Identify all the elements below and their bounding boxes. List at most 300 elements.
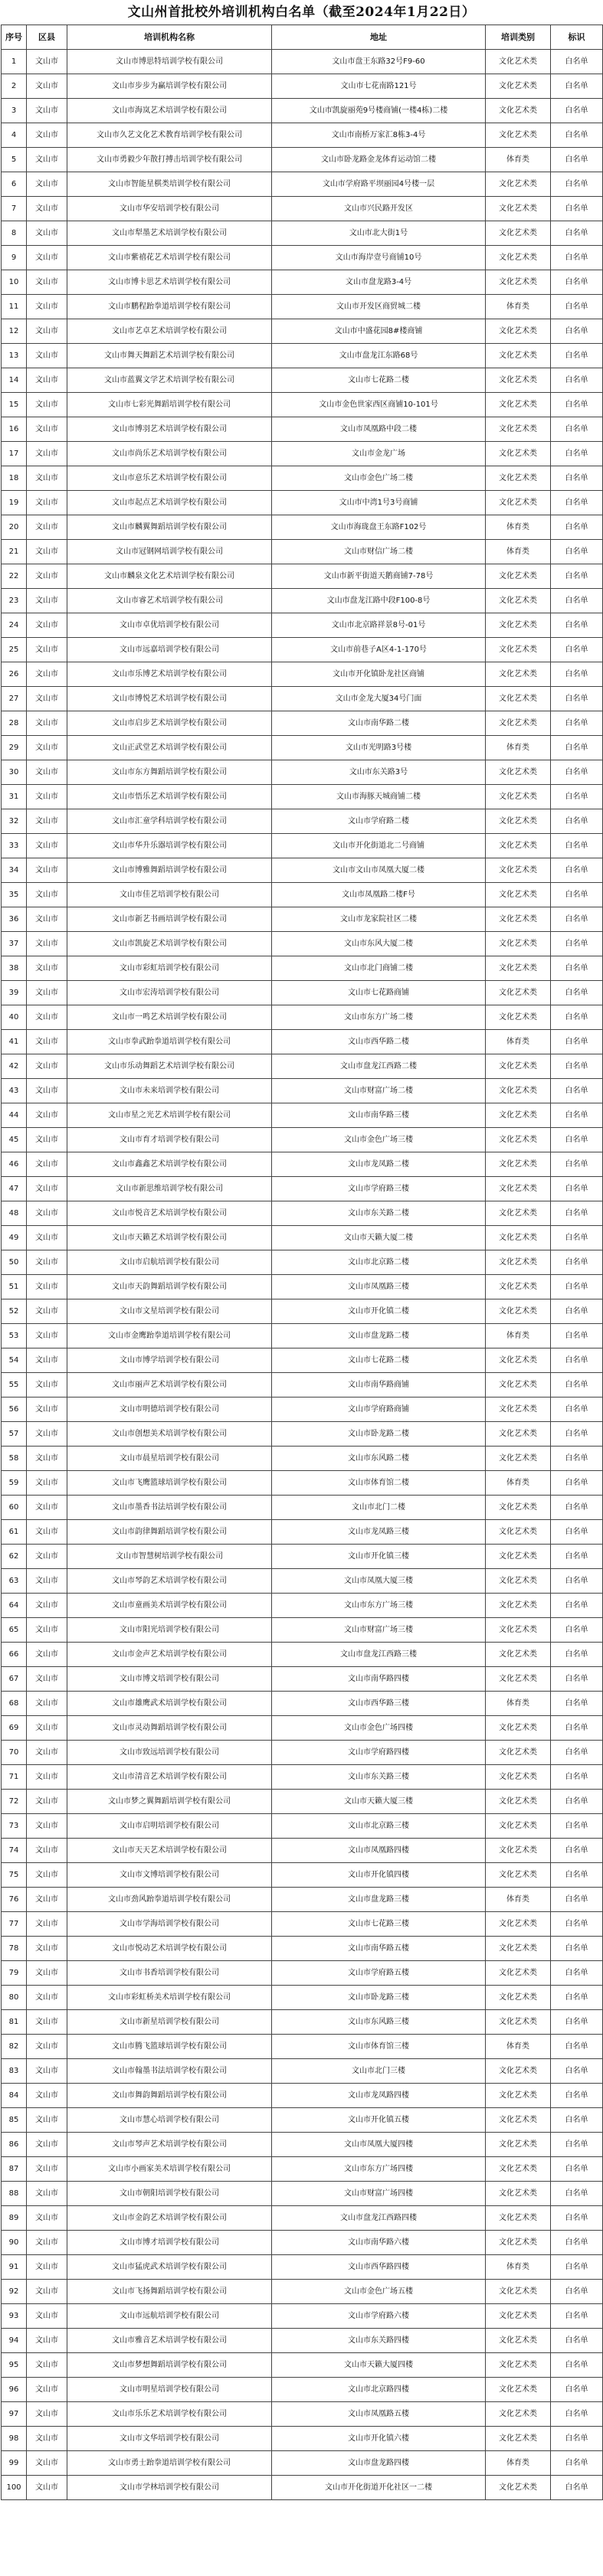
cell-address: 文山市凤凰大厦四楼 <box>272 2133 486 2157</box>
table-row <box>2 2402 603 2427</box>
cell-tag: 白名单 <box>551 2255 603 2280</box>
cell-institution-name: 文山市艺卓艺术培训学校有限公司 <box>67 319 272 344</box>
cell-district: 文山市 <box>27 2035 67 2059</box>
cell-category: 文化艺术类 <box>486 1226 551 1250</box>
cell-tag: 白名单 <box>551 270 603 295</box>
cell-category: 文化艺术类 <box>486 2353 551 2378</box>
table-row <box>2 662 603 687</box>
cell-category: 文化艺术类 <box>486 2329 551 2353</box>
cell-category: 体育类 <box>486 148 551 172</box>
cell-category: 文化艺术类 <box>486 270 551 295</box>
cell-institution-name: 文山市晨星培训学校有限公司 <box>67 1447 272 1471</box>
cell-institution-name: 文山市慧心培训学校有限公司 <box>67 2108 272 2133</box>
cell-tag: 白名单 <box>551 809 603 834</box>
cell-address: 文山市开化街道开化社区一二楼 <box>272 2476 486 2500</box>
cell-index: 26 <box>2 662 27 687</box>
cell-index: 4 <box>2 123 27 148</box>
cell-index: 11 <box>2 295 27 319</box>
cell-index: 97 <box>2 2402 27 2427</box>
cell-category: 文化艺术类 <box>486 1716 551 1741</box>
cell-address: 文山市开化镇四楼 <box>272 1863 486 1888</box>
cell-institution-name: 文山市东方舞蹈培训学校有限公司 <box>67 760 272 785</box>
cell-tag: 白名单 <box>551 1201 603 1226</box>
table-row <box>2 1030 603 1054</box>
cell-address: 文山市金色广场三楼 <box>272 1128 486 1152</box>
cell-index: 88 <box>2 2182 27 2206</box>
cell-address: 文山市凤凰路二楼F号 <box>272 883 486 907</box>
cell-tag: 白名单 <box>551 613 603 638</box>
cell-index: 54 <box>2 1348 27 1373</box>
cell-address: 文山市天籁大厦四楼 <box>272 2353 486 2378</box>
table-row <box>2 270 603 295</box>
table-row <box>2 1496 603 1520</box>
cell-address: 文山市开化镇卧龙社区商铺 <box>272 662 486 687</box>
table-row <box>2 2059 603 2084</box>
cell-tag: 白名单 <box>551 1054 603 1079</box>
cell-index: 8 <box>2 221 27 246</box>
table-row <box>2 491 603 515</box>
cell-address: 文山市海珑盘王东路F102号 <box>272 515 486 540</box>
cell-index: 46 <box>2 1152 27 1177</box>
cell-category: 文化艺术类 <box>486 907 551 932</box>
cell-address: 文山市南桥万家汇8栋3-4号 <box>272 123 486 148</box>
cell-district: 文山市 <box>27 295 67 319</box>
cell-institution-name: 文山市悟乐艺术培训学校有限公司 <box>67 785 272 809</box>
cell-district: 文山市 <box>27 981 67 1005</box>
cell-tag: 白名单 <box>551 1177 603 1201</box>
cell-address: 文山市光明路3号楼 <box>272 736 486 760</box>
cell-district: 文山市 <box>27 2378 67 2402</box>
cell-institution-name: 文山市致远培训学校有限公司 <box>67 1741 272 1765</box>
cell-tag: 白名单 <box>551 1103 603 1128</box>
cell-address: 文山市北京路祥景8号-01号 <box>272 613 486 638</box>
cell-tag: 白名单 <box>551 393 603 417</box>
cell-category: 体育类 <box>486 1888 551 1912</box>
cell-tag: 白名单 <box>551 2206 603 2231</box>
cell-district: 文山市 <box>27 858 67 883</box>
cell-institution-name: 文山市华安培训学校有限公司 <box>67 197 272 221</box>
cell-index: 16 <box>2 417 27 442</box>
cell-institution-name: 文山市鹏程跆拳道培训学校有限公司 <box>67 295 272 319</box>
cell-district: 文山市 <box>27 123 67 148</box>
cell-address: 文山市东方广场三楼 <box>272 1594 486 1618</box>
cell-institution-name: 文山市紫禧花艺术培训学校有限公司 <box>67 246 272 270</box>
cell-district: 文山市 <box>27 368 67 393</box>
table-row <box>2 1054 603 1079</box>
cell-category: 文化艺术类 <box>486 1814 551 1839</box>
cell-category: 文化艺术类 <box>486 1250 551 1275</box>
table-row <box>2 172 603 197</box>
cell-institution-name: 文山市彩虹培训学校有限公司 <box>67 956 272 981</box>
cell-index: 24 <box>2 613 27 638</box>
cell-address: 文山市北京路二楼 <box>272 1250 486 1275</box>
table-row <box>2 515 603 540</box>
table-row <box>2 2133 603 2157</box>
cell-category: 体育类 <box>486 1471 551 1496</box>
column-header-index: 序号 <box>2 25 27 50</box>
cell-category: 文化艺术类 <box>486 981 551 1005</box>
cell-institution-name: 文山市勇毅少年散打搏击培训学校有限公司 <box>67 148 272 172</box>
cell-index: 56 <box>2 1398 27 1422</box>
cell-district: 文山市 <box>27 2329 67 2353</box>
cell-institution-name: 文山市飞扬舞蹈培训学校有限公司 <box>67 2280 272 2304</box>
cell-tag: 白名单 <box>551 1790 603 1814</box>
cell-address: 文山市开化街道北二号商铺 <box>272 834 486 858</box>
cell-index: 72 <box>2 1790 27 1814</box>
cell-district: 文山市 <box>27 148 67 172</box>
cell-district: 文山市 <box>27 589 67 613</box>
cell-index: 25 <box>2 638 27 662</box>
cell-tag: 白名单 <box>551 589 603 613</box>
cell-address: 文山市盘龙路3-4号 <box>272 270 486 295</box>
cell-category: 文化艺术类 <box>486 2402 551 2427</box>
cell-address: 文山市东方广场四楼 <box>272 2157 486 2182</box>
cell-tag: 白名单 <box>551 2378 603 2402</box>
cell-index: 34 <box>2 858 27 883</box>
cell-tag: 白名单 <box>551 1275 603 1299</box>
cell-address: 文山市学府路平坝丽园4号楼一层 <box>272 172 486 197</box>
cell-category: 文化艺术类 <box>486 172 551 197</box>
table-row <box>2 1741 603 1765</box>
cell-tag: 白名单 <box>551 858 603 883</box>
cell-address: 文山市北京路三楼 <box>272 1814 486 1839</box>
cell-category: 文化艺术类 <box>486 662 551 687</box>
cell-category: 文化艺术类 <box>486 2084 551 2108</box>
cell-index: 51 <box>2 1275 27 1299</box>
table-row <box>2 197 603 221</box>
cell-address: 文山市盘龙路四楼 <box>272 2451 486 2476</box>
cell-address: 文山市财富广场三楼 <box>272 1618 486 1643</box>
cell-district: 文山市 <box>27 2231 67 2255</box>
table-row <box>2 1961 603 1986</box>
cell-district: 文山市 <box>27 1152 67 1177</box>
table-row <box>2 2378 603 2402</box>
cell-tag: 白名单 <box>551 2280 603 2304</box>
table-row <box>2 123 603 148</box>
cell-tag: 白名单 <box>551 662 603 687</box>
cell-category: 文化艺术类 <box>486 1594 551 1618</box>
table-row <box>2 540 603 564</box>
table-row <box>2 2157 603 2182</box>
cell-district: 文山市 <box>27 2206 67 2231</box>
cell-category: 文化艺术类 <box>486 2206 551 2231</box>
table-row <box>2 2084 603 2108</box>
cell-tag: 白名单 <box>551 956 603 981</box>
cell-address: 文山市学府路四楼 <box>272 1741 486 1765</box>
table-row <box>2 1005 603 1030</box>
cell-index: 79 <box>2 1961 27 1986</box>
cell-category: 文化艺术类 <box>486 1422 551 1447</box>
cell-district: 文山市 <box>27 613 67 638</box>
cell-institution-name: 文山市丽声艺术培训学校有限公司 <box>67 1373 272 1398</box>
cell-category: 文化艺术类 <box>486 1177 551 1201</box>
cell-tag: 白名单 <box>551 1839 603 1863</box>
cell-address: 文山市盘龙路三楼 <box>272 1888 486 1912</box>
table-row <box>2 932 603 956</box>
cell-district: 文山市 <box>27 2255 67 2280</box>
cell-institution-name: 文山市书香培训学校有限公司 <box>67 1961 272 1986</box>
table-row <box>2 1888 603 1912</box>
cell-district: 文山市 <box>27 50 67 74</box>
cell-institution-name: 文山市琴声艺术培训学校有限公司 <box>67 2133 272 2157</box>
cell-district: 文山市 <box>27 1348 67 1373</box>
cell-institution-name: 文山市韵律舞蹈培训学校有限公司 <box>67 1520 272 1545</box>
cell-tag: 白名单 <box>551 736 603 760</box>
cell-address: 文山市中盛花园8#楼商铺 <box>272 319 486 344</box>
cell-category: 文化艺术类 <box>486 2378 551 2402</box>
cell-index: 7 <box>2 197 27 221</box>
cell-address: 文山市东方广场二楼 <box>272 1005 486 1030</box>
cell-category: 文化艺术类 <box>486 1348 551 1373</box>
cell-tag: 白名单 <box>551 1030 603 1054</box>
cell-category: 文化艺术类 <box>486 393 551 417</box>
table-row <box>2 1348 603 1373</box>
cell-address: 文山市凤凰路五楼 <box>272 2402 486 2427</box>
cell-district: 文山市 <box>27 1790 67 1814</box>
table-row <box>2 613 603 638</box>
cell-district: 文山市 <box>27 1250 67 1275</box>
cell-district: 文山市 <box>27 1863 67 1888</box>
cell-category: 文化艺术类 <box>486 1741 551 1765</box>
cell-category: 体育类 <box>486 1324 551 1348</box>
cell-category: 文化艺术类 <box>486 2133 551 2157</box>
cell-institution-name: 文山市启航培训学校有限公司 <box>67 1250 272 1275</box>
table-row <box>2 834 603 858</box>
cell-district: 文山市 <box>27 417 67 442</box>
table-row <box>2 1152 603 1177</box>
cell-category: 文化艺术类 <box>486 1496 551 1520</box>
cell-category: 文化艺术类 <box>486 1201 551 1226</box>
cell-institution-name: 文山市智能星棋类培训学校有限公司 <box>67 172 272 197</box>
cell-institution-name: 文山市海岚艺术培训学校有限公司 <box>67 99 272 123</box>
cell-institution-name: 文山市华升乐器培训学校有限公司 <box>67 834 272 858</box>
cell-tag: 白名单 <box>551 1814 603 1839</box>
cell-index: 1 <box>2 50 27 74</box>
cell-address: 文山市财富广场二楼 <box>272 1079 486 1103</box>
cell-category: 文化艺术类 <box>486 1520 551 1545</box>
cell-tag: 白名单 <box>551 2402 603 2427</box>
table-row <box>2 1398 603 1422</box>
cell-category: 文化艺术类 <box>486 1128 551 1152</box>
table-row <box>2 1594 603 1618</box>
table-row <box>2 1250 603 1275</box>
cell-index: 63 <box>2 1569 27 1594</box>
cell-index: 29 <box>2 736 27 760</box>
cell-address: 文山市盘王东路32号F9-60 <box>272 50 486 74</box>
cell-index: 40 <box>2 1005 27 1030</box>
cell-category: 体育类 <box>486 2255 551 2280</box>
cell-index: 59 <box>2 1471 27 1496</box>
cell-address: 文山市学府路二楼 <box>272 809 486 834</box>
cell-category: 体育类 <box>486 2451 551 2476</box>
cell-category: 文化艺术类 <box>486 2108 551 2133</box>
cell-institution-name: 文山市凯旋艺术培训学校有限公司 <box>67 932 272 956</box>
cell-address: 文山市体育馆二楼 <box>272 1471 486 1496</box>
cell-index: 90 <box>2 2231 27 2255</box>
cell-institution-name: 文山市小画家美术培训学校有限公司 <box>67 2157 272 2182</box>
cell-district: 文山市 <box>27 1496 67 1520</box>
cell-category: 文化艺术类 <box>486 1079 551 1103</box>
cell-index: 77 <box>2 1912 27 1937</box>
cell-tag: 白名单 <box>551 1128 603 1152</box>
cell-address: 文山市盘龙江西路三楼 <box>272 1643 486 1667</box>
cell-tag: 白名单 <box>551 932 603 956</box>
cell-category: 体育类 <box>486 295 551 319</box>
cell-address: 文山市卧龙路三楼 <box>272 1986 486 2010</box>
cell-category: 文化艺术类 <box>486 613 551 638</box>
table-row <box>2 295 603 319</box>
cell-address: 文山市海豚天城商铺二楼 <box>272 785 486 809</box>
cell-district: 文山市 <box>27 564 67 589</box>
cell-tag: 白名单 <box>551 515 603 540</box>
cell-index: 35 <box>2 883 27 907</box>
table-row <box>2 1814 603 1839</box>
table-row <box>2 1765 603 1790</box>
cell-institution-name: 文山市博悦艺术培训学校有限公司 <box>67 687 272 711</box>
cell-category: 文化艺术类 <box>486 417 551 442</box>
cell-category: 体育类 <box>486 2035 551 2059</box>
cell-tag: 白名单 <box>551 1348 603 1373</box>
cell-category: 体育类 <box>486 1692 551 1716</box>
table-row <box>2 736 603 760</box>
cell-address: 文山市海岸壹号商铺10号 <box>272 246 486 270</box>
cell-district: 文山市 <box>27 2402 67 2427</box>
cell-tag: 白名单 <box>551 540 603 564</box>
cell-tag: 白名单 <box>551 981 603 1005</box>
cell-category: 文化艺术类 <box>486 1912 551 1937</box>
cell-index: 73 <box>2 1814 27 1839</box>
cell-tag: 白名单 <box>551 1324 603 1348</box>
cell-index: 62 <box>2 1545 27 1569</box>
cell-index: 66 <box>2 1643 27 1667</box>
cell-index: 32 <box>2 809 27 834</box>
cell-tag: 白名单 <box>551 417 603 442</box>
cell-index: 5 <box>2 148 27 172</box>
cell-address: 文山市南华路四楼 <box>272 1667 486 1692</box>
cell-category: 文化艺术类 <box>486 2059 551 2084</box>
cell-tag: 白名单 <box>551 1618 603 1643</box>
cell-address: 文山市财信广场二楼 <box>272 540 486 564</box>
table-row <box>2 2206 603 2231</box>
table-row <box>2 2451 603 2476</box>
cell-district: 文山市 <box>27 1741 67 1765</box>
cell-index: 89 <box>2 2206 27 2231</box>
cell-institution-name: 文山市博才培训学校有限公司 <box>67 2231 272 2255</box>
cell-tag: 白名单 <box>551 123 603 148</box>
cell-index: 30 <box>2 760 27 785</box>
cell-district: 文山市 <box>27 2084 67 2108</box>
cell-district: 文山市 <box>27 687 67 711</box>
cell-district: 文山市 <box>27 760 67 785</box>
table-row <box>2 589 603 613</box>
cell-tag: 白名单 <box>551 295 603 319</box>
cell-index: 68 <box>2 1692 27 1716</box>
cell-category: 文化艺术类 <box>486 74 551 99</box>
cell-address: 文山市北门商铺二楼 <box>272 956 486 981</box>
cell-index: 3 <box>2 99 27 123</box>
column-header-address: 地址 <box>272 25 486 50</box>
table-row <box>2 1079 603 1103</box>
cell-tag: 白名单 <box>551 1986 603 2010</box>
cell-institution-name: 文山市智慧树培训学校有限公司 <box>67 1545 272 1569</box>
cell-district: 文山市 <box>27 1398 67 1422</box>
cell-category: 文化艺术类 <box>486 197 551 221</box>
cell-tag: 白名单 <box>551 1888 603 1912</box>
cell-category: 文化艺术类 <box>486 368 551 393</box>
cell-index: 86 <box>2 2133 27 2157</box>
table-row <box>2 1716 603 1741</box>
cell-index: 95 <box>2 2353 27 2378</box>
cell-address: 文山市北门三楼 <box>272 2059 486 2084</box>
cell-district: 文山市 <box>27 2059 67 2084</box>
cell-district: 文山市 <box>27 1618 67 1643</box>
cell-address: 文山市龙家院社区二楼 <box>272 907 486 932</box>
table-row <box>2 1299 603 1324</box>
cell-district: 文山市 <box>27 2108 67 2133</box>
cell-address: 文山市盘龙江路中段F100-8号 <box>272 589 486 613</box>
cell-district: 文山市 <box>27 907 67 932</box>
cell-category: 文化艺术类 <box>486 1937 551 1961</box>
cell-index: 61 <box>2 1520 27 1545</box>
cell-institution-name: 文山市琴韵艺术培训学校有限公司 <box>67 1569 272 1594</box>
cell-tag: 白名单 <box>551 2010 603 2035</box>
cell-institution-name: 文山市明星培训学校有限公司 <box>67 2378 272 2402</box>
cell-category: 文化艺术类 <box>486 956 551 981</box>
cell-district: 文山市 <box>27 1667 67 1692</box>
cell-category: 文化艺术类 <box>486 1839 551 1863</box>
cell-index: 27 <box>2 687 27 711</box>
cell-tag: 白名单 <box>551 907 603 932</box>
cell-category: 文化艺术类 <box>486 687 551 711</box>
cell-institution-name: 文山市睿艺术培训学校有限公司 <box>67 589 272 613</box>
cell-institution-name: 文山市学海培训学校有限公司 <box>67 1912 272 1937</box>
cell-tag: 白名单 <box>551 172 603 197</box>
cell-institution-name: 文山市天韵舞蹈培训学校有限公司 <box>67 1275 272 1299</box>
cell-institution-name: 文山市梦之翼舞蹈培训学校有限公司 <box>67 1790 272 1814</box>
cell-institution-name: 文山市阳光培训学校有限公司 <box>67 1618 272 1643</box>
cell-category: 文化艺术类 <box>486 344 551 368</box>
cell-address: 文山市金色广场四楼 <box>272 1716 486 1741</box>
table-row <box>2 981 603 1005</box>
table-row <box>2 2231 603 2255</box>
cell-institution-name: 文山市犁墨艺术培训学校有限公司 <box>67 221 272 246</box>
cell-district: 文山市 <box>27 2476 67 2500</box>
cell-index: 28 <box>2 711 27 736</box>
cell-address: 文山市盘龙江西路二楼 <box>272 1054 486 1079</box>
cell-address: 文山市开化镇二楼 <box>272 1299 486 1324</box>
cell-index: 87 <box>2 2157 27 2182</box>
cell-index: 75 <box>2 1863 27 1888</box>
cell-category: 文化艺术类 <box>486 1447 551 1471</box>
cell-index: 9 <box>2 246 27 270</box>
cell-district: 文山市 <box>27 1643 67 1667</box>
cell-index: 49 <box>2 1226 27 1250</box>
cell-tag: 白名单 <box>551 1912 603 1937</box>
cell-institution-name: 文山市七彩光舞蹈培训学校有限公司 <box>67 393 272 417</box>
cell-district: 文山市 <box>27 1373 67 1398</box>
cell-district: 文山市 <box>27 74 67 99</box>
cell-category: 文化艺术类 <box>486 1667 551 1692</box>
cell-district: 文山市 <box>27 2182 67 2206</box>
table-row <box>2 221 603 246</box>
cell-index: 12 <box>2 319 27 344</box>
cell-index: 83 <box>2 2059 27 2084</box>
cell-tag: 白名单 <box>551 760 603 785</box>
cell-tag: 白名单 <box>551 2329 603 2353</box>
cell-tag: 白名单 <box>551 2059 603 2084</box>
cell-institution-name: 文山市雄鹰武术培训学校有限公司 <box>67 1692 272 1716</box>
cell-address: 文山市龙凤路二楼 <box>272 1152 486 1177</box>
